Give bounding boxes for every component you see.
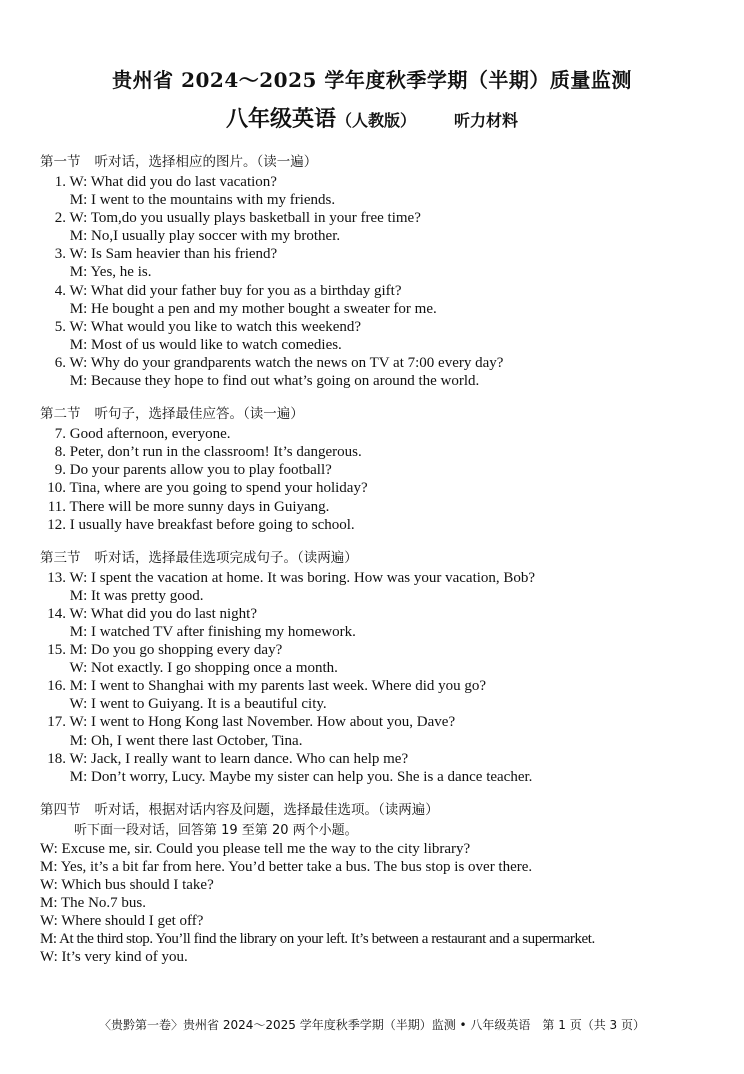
question-line-continued [40, 336, 720, 354]
question-line-continued [40, 587, 720, 605]
line-text: Don’t worry, Lucy. Maybe my sister can help you. She is a dance teacher. [91, 768, 533, 785]
question-line-continued [40, 227, 720, 245]
line-text: There will be more sunny days in Guiyang. [69, 498, 330, 515]
speaker-label: W: [40, 840, 58, 857]
section-1 [40, 152, 720, 390]
speaker-label: M: [69, 768, 88, 785]
speaker-label: W: [40, 949, 58, 966]
question-number: 18. [47, 750, 66, 767]
dialogue [40, 840, 720, 967]
question-line [40, 569, 720, 587]
speaker-label: W: [69, 569, 88, 586]
dialogue-line [40, 930, 720, 948]
speaker-label: W: [40, 877, 58, 893]
subject-label: 八年级英语 [225, 106, 336, 132]
line-text: Not exactly. I go shopping once a month. [91, 660, 338, 677]
line-text: What did your father buy for you as a birthday gift? [90, 282, 402, 299]
line-text: He bought a pen and my mother bought a sweater for me. [91, 300, 437, 317]
question-line [40, 677, 720, 695]
page-footer: 〈贵黔第一卷〉贵州省 2024～2025 学年度秋季学期（半期）监测 • 八年级英语 第 1 页（共 3 页） [99, 1018, 645, 1032]
line-text: Do you go shopping every day? [91, 642, 283, 659]
line-text: I watched TV after finishing my homework. [91, 623, 356, 640]
dialogue-line [40, 840, 720, 858]
question-line [40, 318, 720, 336]
speaker-label: W: [69, 318, 88, 335]
question-line-continued [40, 768, 720, 786]
speaker-label: W: [69, 714, 88, 731]
material-label: 听力材料 [454, 111, 519, 130]
line-text: Yes, he is. [90, 264, 152, 281]
speaker-label: M: [40, 931, 57, 948]
question-line [40, 641, 720, 659]
speaker-label: W: [69, 696, 88, 713]
question-line-continued [40, 191, 720, 209]
dialogue-line [40, 858, 720, 876]
question-number: 8. [54, 444, 66, 461]
line-text: Why do your grandparents watch the news on TV at 7:00 every day? [90, 354, 504, 371]
section-title [40, 800, 720, 821]
question-line [40, 425, 720, 443]
speaker-label: M: [69, 300, 88, 317]
speaker-label: W: [69, 354, 88, 371]
question-number: 1. [54, 174, 66, 190]
line-text: Excuse me, sir. Could you please tell me the way to the city library? [61, 840, 471, 857]
question-line [40, 516, 720, 534]
question-number: 13. [47, 569, 66, 586]
speaker-label: M: [69, 228, 88, 245]
speaker-label: W: [69, 605, 88, 622]
line-text: Good afternoon, everyone. [69, 426, 231, 443]
question-line [40, 173, 720, 191]
speaker-label: M: [69, 623, 88, 640]
line-text: Tina, where are you going to spend your holiday? [69, 480, 368, 497]
page-title: 贵州省 2024～2025 学年度秋季学期（半期）质量监测 [112, 68, 632, 92]
question-line [40, 209, 720, 227]
section-note: 听下面一段对话，回答第 19 至第 20 两个小题。 [74, 822, 358, 838]
dialogue-line [40, 912, 720, 930]
listening-material [40, 152, 720, 966]
question-number: 2. [54, 210, 66, 227]
section-name: 第三节 [40, 549, 81, 566]
question-number: 11. [47, 498, 66, 515]
dialogue-line [40, 894, 720, 912]
section-instruction: 听对话，选择最佳选项完成句子。（读两遍） [94, 549, 358, 566]
speaker-label: M: [69, 373, 88, 390]
question-line [40, 354, 720, 372]
question-number: 17. [47, 714, 66, 731]
line-text: Because they hope to find out what’s going on around the world. [91, 373, 480, 390]
line-text: I went to Guiyang. It is a beautiful city. [91, 696, 327, 713]
speaker-label: M: [69, 336, 88, 353]
speaker-label: W: [69, 174, 88, 190]
section-instruction: 听对话，选择相应的图片。（读一遍） [94, 154, 318, 170]
speaker-label: M: [69, 192, 88, 209]
question-number: 7. [54, 426, 66, 443]
question-line [40, 479, 720, 497]
speaker-label: W: [69, 750, 88, 767]
speaker-label: M: [69, 264, 88, 281]
question-line [40, 282, 720, 300]
question-line [40, 443, 720, 461]
line-text: What would you like to watch this weekend? [90, 318, 362, 335]
section-instruction: 听句子，选择最佳应答。（读一遍） [94, 406, 304, 423]
line-text: Tom,do you usually plays basketball in your free time? [90, 210, 421, 227]
section-title [40, 152, 720, 173]
speaker-label: M: [69, 587, 88, 604]
question-line-continued [40, 695, 720, 713]
question-line-continued [40, 659, 720, 677]
speaker-label: M: [40, 858, 58, 875]
question-line [40, 713, 720, 731]
speaker-label: W: [69, 210, 88, 227]
question-line [40, 245, 720, 263]
question-number: 6. [54, 354, 66, 371]
dialogue-line [40, 876, 720, 894]
section-3 [40, 548, 720, 786]
question-number: 9. [54, 462, 66, 479]
line-text: At the third stop. You’ll find the library on your left. It’s between a restaurant and a supermarket. [59, 931, 595, 948]
line-text: Oh, I went there last October, Tina. [91, 732, 303, 749]
question-number: 15. [47, 642, 66, 659]
line-text: I went to Hong Kong last November. How about you, Dave? [91, 714, 456, 731]
line-text: I went to Shanghai with my parents last week. Where did you go? [91, 678, 487, 695]
question-line-continued [40, 300, 720, 318]
question-line [40, 498, 720, 516]
speaker-label: M: [69, 678, 88, 695]
speaker-label: M: [69, 642, 88, 659]
section-title [40, 548, 720, 569]
section-title [40, 404, 720, 425]
line-text: No,I usually play soccer with my brother. [91, 228, 341, 245]
speaker-label: W: [69, 246, 88, 263]
edition-label: （人教版） [335, 111, 416, 130]
question-line-continued [40, 623, 720, 641]
question-number: 10. [47, 480, 66, 497]
question-line [40, 461, 720, 479]
speaker-label: M: [40, 895, 58, 912]
line-text: I usually have breakfast before going to school. [69, 516, 355, 533]
line-text: Is Sam heavier than his friend? [91, 246, 278, 263]
line-text: Peter, don’t run in the classroom! It’s dangerous. [69, 444, 362, 461]
question-line [40, 750, 720, 768]
line-text: What did you do last vacation? [90, 174, 277, 190]
section-instruction: 听对话，根据对话内容及问题，选择最佳选项。（读两遍） [94, 801, 439, 818]
question-number: 3. [54, 246, 66, 263]
dialogue-line [40, 948, 720, 966]
speaker-label: W: [69, 282, 88, 299]
page-subtitle [0, 102, 744, 133]
line-text: What did you do last night? [90, 605, 257, 622]
line-text: Where should I get off? [61, 913, 204, 930]
line-text: Which bus should I take? [61, 877, 214, 893]
question-line-continued [40, 732, 720, 750]
speaker-label: W: [40, 913, 58, 930]
question-line [40, 605, 720, 623]
section-name: 第一节 [40, 154, 81, 170]
section-name: 第二节 [40, 406, 81, 423]
speaker-label: M: [69, 732, 88, 749]
line-text: Do your parents allow you to play football? [69, 462, 332, 479]
line-text: Yes, it’s a bit far from here. You’d better take a bus. The bus stop is over there. [60, 858, 533, 875]
speaker-label: W: [69, 660, 88, 677]
section-2 [40, 404, 720, 534]
section-4 [40, 800, 720, 967]
question-number: 4. [54, 282, 66, 299]
line-text: I spent the vacation at home. It was boring. How was your vacation, Bob? [91, 569, 536, 586]
question-line-continued [40, 372, 720, 390]
line-text: I went to the mountains with my friends. [91, 192, 336, 209]
question-number: 5. [54, 318, 66, 335]
question-line-continued [40, 263, 720, 281]
question-number: 12. [47, 516, 66, 533]
line-text: It was pretty good. [91, 587, 204, 604]
section-name: 第四节 [40, 801, 81, 818]
question-number: 16. [47, 678, 66, 695]
line-text: Most of us would like to watch comedies. [91, 336, 342, 353]
line-text: Jack, I really want to learn dance. Who can help me? [91, 750, 409, 767]
line-text: It’s very kind of you. [61, 949, 188, 966]
line-text: The No.7 bus. [61, 895, 146, 912]
question-number: 14. [47, 605, 66, 622]
